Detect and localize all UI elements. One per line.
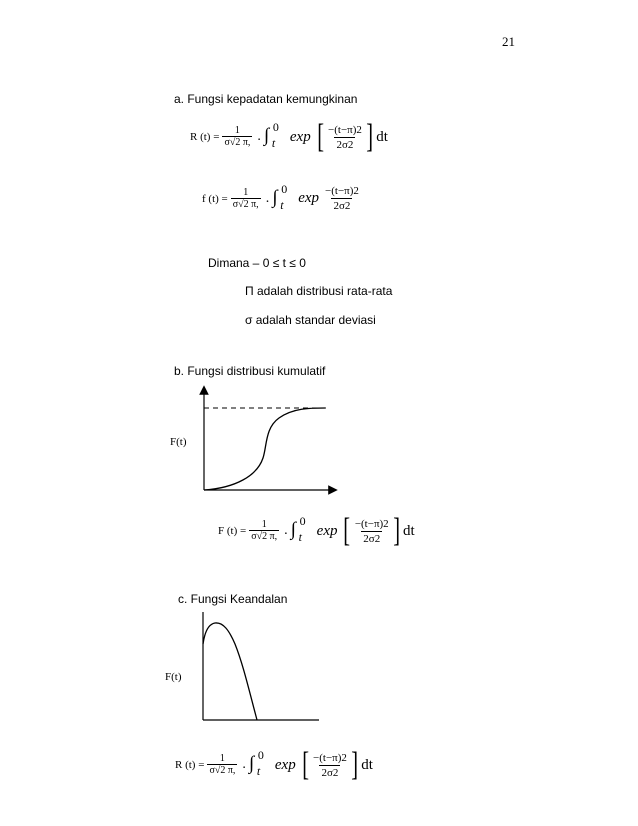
sqrt-term: √2 π, [214, 765, 236, 776]
coefficient-fraction [249, 519, 279, 543]
exp-function: exp [274, 756, 296, 773]
left-bracket: [ [301, 746, 309, 783]
sigma-symbol: σ [251, 531, 257, 542]
formula-f-density [202, 181, 361, 213]
cdf-graph [195, 380, 345, 498]
integral-sign [248, 748, 271, 778]
fraction-denominator [207, 764, 237, 777]
mu-definition: Π adalah distribusi rata-rata [245, 284, 393, 298]
integral-lower-limit: t [280, 197, 284, 212]
exponent-fraction [311, 751, 349, 780]
integral-sign [290, 514, 313, 544]
exponent-numerator: −(t−π)2 [325, 185, 359, 197]
fraction-numerator: 1 [219, 753, 225, 764]
formula-lhs: R (t) = [175, 759, 205, 771]
reliability-curve [203, 623, 257, 720]
fraction-denominator [249, 530, 279, 543]
exponent-denominator: 2σ2 [321, 766, 339, 779]
right-bracket: ] [351, 746, 358, 783]
multiply-dot: . [242, 757, 246, 772]
exponent-fraction [323, 184, 361, 213]
coefficient-fraction [222, 125, 252, 149]
sqrt-term: √2 π, [256, 531, 278, 542]
integral-upper-limit: 0 [257, 748, 264, 762]
sigma-symbol: σ [209, 765, 215, 776]
left-bracket: [ [316, 118, 324, 155]
where-condition: Dimana – 0 ≤ t ≤ 0 [208, 256, 306, 270]
multiply-dot: . [284, 523, 288, 538]
exponent-numerator: −(t−π)2 [328, 123, 362, 136]
integral-sign [272, 181, 294, 212]
left-bracket: [ [343, 512, 351, 549]
fraction-numerator: 1 [243, 186, 249, 198]
exp-function: exp [316, 522, 338, 539]
formula-lhs: R (t) = [190, 131, 220, 143]
fraction-denominator [231, 198, 261, 211]
formula-lhs: f (t) = [202, 192, 228, 205]
multiply-dot: . [265, 190, 270, 206]
right-bracket: ] [366, 118, 373, 155]
integral-symbol: ∫ [272, 186, 278, 208]
section-a-heading: a. Fungsi kepadatan kemungkinan [174, 92, 358, 106]
page-number: 21 [502, 34, 515, 49]
reliability-graph [195, 608, 325, 726]
fraction-denominator [222, 136, 252, 149]
integral-lower-limit: t [271, 136, 276, 150]
sigma-definition: σ adalah standar deviasi [245, 313, 376, 327]
exp-function: exp [298, 190, 320, 206]
differential-dt: dt [402, 522, 415, 539]
exponent-denominator: 2σ2 [333, 200, 351, 212]
right-bracket: ] [392, 512, 400, 549]
exponent-fraction [326, 123, 364, 152]
cdf-curve [204, 408, 325, 490]
exp-function: exp [289, 128, 311, 145]
differential-dt: dt [361, 756, 373, 773]
exponent-numerator: −(t−π)2 [313, 751, 347, 764]
coefficient-fraction [207, 753, 237, 777]
reliability-y-axis-label: F(t) [165, 671, 182, 683]
formula-cdf [218, 512, 415, 549]
multiply-dot: . [257, 129, 261, 144]
integral-symbol: ∫ [263, 125, 270, 146]
integral-lower-limit: t [298, 530, 302, 544]
fraction-numerator: 1 [234, 125, 240, 136]
formula-r-density [190, 118, 388, 155]
sigma-symbol: σ [232, 198, 239, 210]
fraction-numerator: 1 [261, 519, 267, 530]
sqrt-term: √2 π, [238, 198, 259, 210]
exponent-denominator: 2σ2 [336, 138, 354, 151]
integral-lower-limit: t [256, 764, 261, 778]
exponent-fraction [353, 517, 391, 546]
exponent-numerator: −(t−π)2 [354, 517, 389, 530]
sqrt-term: √2 π, [229, 137, 251, 148]
integral-upper-limit: 0 [299, 514, 306, 528]
formula-reliability [175, 746, 373, 783]
cdf-y-axis-label: F(t) [170, 436, 187, 448]
integral-upper-limit: 0 [281, 181, 288, 196]
integral-symbol: ∫ [248, 753, 255, 774]
exponent-denominator: 2σ2 [363, 532, 381, 545]
section-c-heading: c. Fungsi Keandalan [178, 592, 288, 606]
integral-upper-limit: 0 [272, 120, 279, 134]
differential-dt: dt [376, 128, 388, 145]
section-b-heading: b. Fungsi distribusi kumulatif [174, 364, 326, 378]
coefficient-fraction [231, 187, 261, 211]
formula-lhs: F (t) = [218, 525, 247, 537]
integral-sign [263, 120, 286, 150]
sigma-symbol: σ [224, 137, 230, 148]
integral-symbol: ∫ [290, 519, 296, 540]
